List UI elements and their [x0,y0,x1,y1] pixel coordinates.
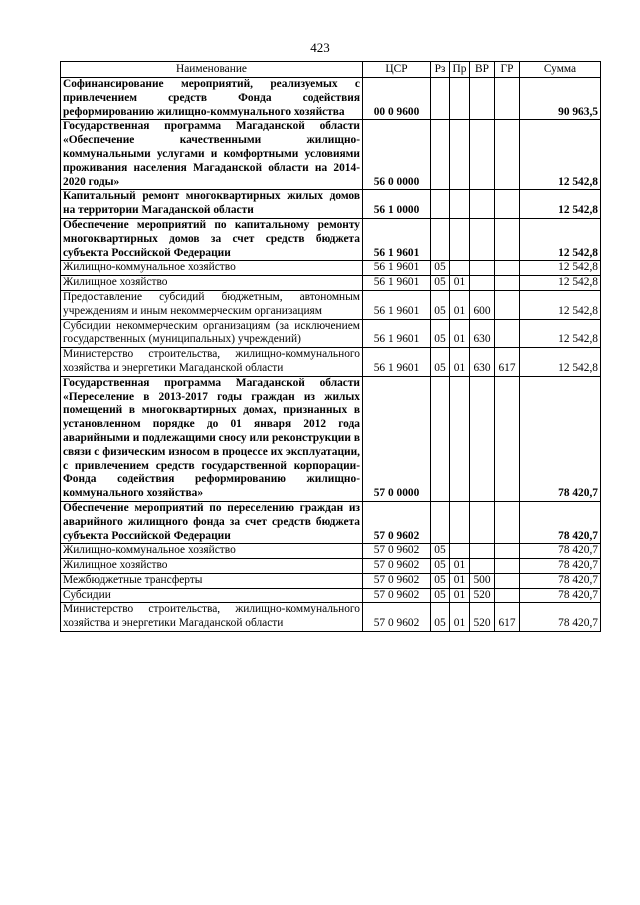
page-number: 423 [310,40,330,55]
table-row [61,120,601,190]
cell-rz [431,120,450,190]
cell-vr [470,376,495,501]
cell-name: Субсидии [61,588,363,603]
cell-rz: 05 [431,276,450,291]
cell-csr: 56 0 0000 [363,120,431,190]
cell-pr: 01 [450,276,470,291]
cell-sum: 78 420,7 [520,544,601,559]
cell-vr [470,261,495,276]
cell-sum: 78 420,7 [520,573,601,588]
cell-pr [450,190,470,219]
cell-vr [470,218,495,260]
cell-vr [470,276,495,291]
cell-vr: 520 [470,603,495,632]
cell-csr: 56 1 9601 [363,348,431,377]
cell-vr: 600 [470,290,495,319]
cell-rz: 05 [431,348,450,377]
cell-sum: 12 542,8 [520,218,601,260]
cell-sum: 12 542,8 [520,120,601,190]
table-row [61,376,601,501]
cell-rz: 05 [431,544,450,559]
cell-gr [495,588,520,603]
table-row [61,290,601,319]
cell-csr: 56 1 0000 [363,190,431,219]
cell-rz [431,218,450,260]
cell-name: Жилищно-коммунальное хозяйство [61,261,363,276]
cell-csr: 56 1 9601 [363,290,431,319]
cell-sum: 12 542,8 [520,290,601,319]
table-row [61,348,601,377]
cell-name: Жилищно-коммунальное хозяйство [61,544,363,559]
cell-csr: 56 1 9601 [363,261,431,276]
header-name: Наименование [61,62,363,78]
cell-rz: 05 [431,319,450,348]
table-row [61,544,601,559]
cell-rz [431,501,450,543]
cell-gr [495,501,520,543]
cell-vr: 520 [470,588,495,603]
cell-gr [495,120,520,190]
cell-sum: 12 542,8 [520,190,601,219]
cell-name: Государственная программа Магаданской области «Обеспечение качественными жилищно-коммунальными услугами и комфортными условиями проживания населения Магаданской области на 2014-2020 годы» [61,120,363,190]
cell-sum: 90 963,5 [520,78,601,120]
cell-gr [495,544,520,559]
cell-sum: 12 542,8 [520,276,601,291]
cell-sum: 78 420,7 [520,559,601,574]
cell-rz: 05 [431,559,450,574]
cell-csr: 57 0 9602 [363,573,431,588]
cell-pr: 01 [450,559,470,574]
table-row [61,501,601,543]
header-gr: ГР [495,62,520,78]
table-row [61,588,601,603]
header-sum: Сумма [520,62,601,78]
cell-rz: 05 [431,261,450,276]
cell-name: Министерство строительства, жилищно-коммунального хозяйства и энергетики Магаданской области [61,348,363,377]
cell-name: Министерство строительства, жилищно-коммунального хозяйства и энергетики Магаданской области [61,603,363,632]
header-pr: Пр [450,62,470,78]
cell-gr [495,218,520,260]
cell-csr: 57 0 0000 [363,376,431,501]
cell-rz [431,376,450,501]
cell-rz: 05 [431,290,450,319]
cell-rz [431,190,450,219]
cell-pr: 01 [450,588,470,603]
cell-name: Предоставление субсидий бюджетным, автономным учреждениям и иным некоммерческим организациям [61,290,363,319]
cell-pr [450,120,470,190]
table-row [61,261,601,276]
cell-sum: 12 542,8 [520,261,601,276]
cell-gr: 617 [495,603,520,632]
cell-gr [495,559,520,574]
cell-sum: 12 542,8 [520,319,601,348]
budget-table [60,61,601,632]
cell-pr [450,261,470,276]
cell-vr [470,78,495,120]
cell-name: Межбюджетные трансферты [61,573,363,588]
cell-gr: 617 [495,348,520,377]
cell-rz [431,78,450,120]
cell-name: Капитальный ремонт многоквартирных жилых домов на территории Магаданской области [61,190,363,219]
cell-vr [470,120,495,190]
cell-name: Государственная программа Магаданской области «Переселение в 2013-2017 годы граждан из жилых помещений в многоквартирных домах, признанных в установленном порядке до 01 января 2012 года аварийными и подлежащими сносу или реконструкции в связи с физическим износом в процессе их эксплуатации, с привлечением средств государственной корпорации-Фонда содействия реформированию жилищно-коммунального хозяйства» [61,376,363,501]
cell-gr [495,276,520,291]
cell-vr: 630 [470,319,495,348]
cell-pr: 01 [450,348,470,377]
cell-sum: 78 420,7 [520,588,601,603]
cell-gr [495,319,520,348]
table-row [61,276,601,291]
cell-pr [450,218,470,260]
cell-pr: 01 [450,603,470,632]
cell-rz: 05 [431,603,450,632]
cell-vr [470,559,495,574]
cell-pr [450,78,470,120]
cell-pr: 01 [450,290,470,319]
cell-name: Жилищное хозяйство [61,276,363,291]
cell-csr: 00 0 9600 [363,78,431,120]
cell-pr: 01 [450,319,470,348]
cell-vr: 500 [470,573,495,588]
cell-name: Субсидии некоммерческим организациям (за исключением государственных (муниципальных) учреждений) [61,319,363,348]
cell-csr: 57 0 9602 [363,501,431,543]
cell-sum: 78 420,7 [520,603,601,632]
header-rz: Рз [431,62,450,78]
cell-gr [495,290,520,319]
cell-gr [495,261,520,276]
cell-gr [495,573,520,588]
table-header [61,62,601,78]
cell-vr [470,190,495,219]
cell-gr [495,376,520,501]
table-row [61,573,601,588]
table-row [61,190,601,219]
cell-pr [450,376,470,501]
cell-rz: 05 [431,588,450,603]
cell-csr: 56 1 9601 [363,276,431,291]
header-vr: ВР [470,62,495,78]
table-row [61,78,601,120]
table-row [61,218,601,260]
cell-sum: 78 420,7 [520,376,601,501]
cell-vr [470,501,495,543]
cell-name: Жилищное хозяйство [61,559,363,574]
cell-csr: 56 1 9601 [363,319,431,348]
cell-csr: 57 0 9602 [363,603,431,632]
cell-name: Обеспечение мероприятий по переселению граждан из аварийного жилищного фонда за счет средств бюджета субъекта Российской Федерации [61,501,363,543]
table-row [61,603,601,632]
cell-csr: 57 0 9602 [363,588,431,603]
cell-vr [470,544,495,559]
cell-name: Обеспечение мероприятий по капитальному ремонту многоквартирных домов за счет средств бюджета субъекта Российской Федерации [61,218,363,260]
table-row [61,319,601,348]
cell-csr: 57 0 9602 [363,559,431,574]
cell-name: Софинансирование мероприятий, реализуемых с привлечением средств Фонда содействия реформированию жилищно-коммунального хозяйства [61,78,363,120]
cell-pr [450,501,470,543]
cell-pr [450,544,470,559]
cell-sum: 12 542,8 [520,348,601,377]
cell-csr: 57 0 9602 [363,544,431,559]
cell-vr: 630 [470,348,495,377]
cell-pr: 01 [450,573,470,588]
cell-sum: 78 420,7 [520,501,601,543]
cell-gr [495,78,520,120]
header-csr: ЦСР [363,62,431,78]
cell-gr [495,190,520,219]
cell-rz: 05 [431,573,450,588]
table-row [61,559,601,574]
cell-csr: 56 1 9601 [363,218,431,260]
